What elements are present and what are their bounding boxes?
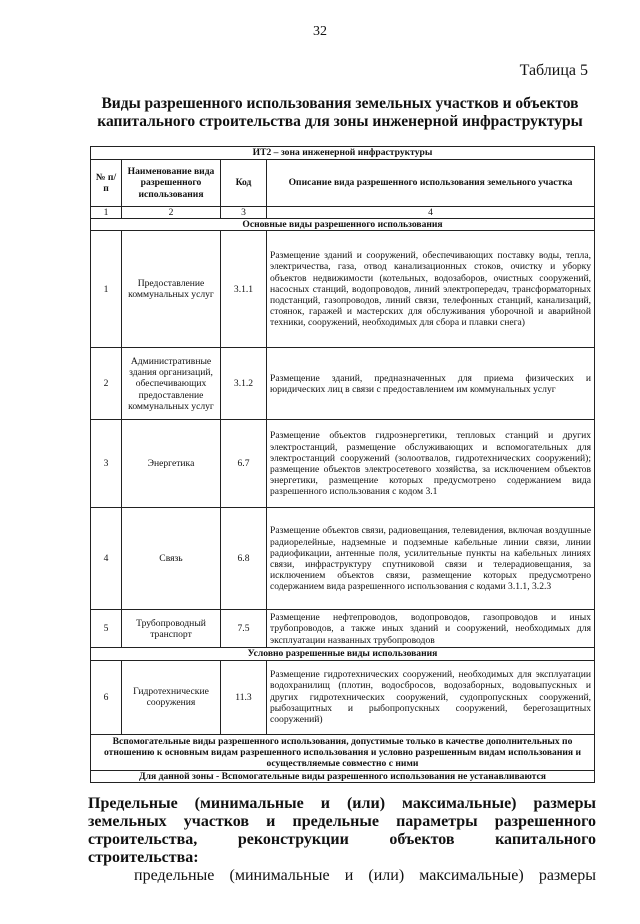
row-description: Размещение нефтепроводов, водопроводов, газопроводов и иных трубопроводов, а также иных зданий и сооружений, необходимых для эксплуатации названных трубопроводов: [267, 610, 595, 648]
header-description: Описание вида разрешенного использования земельного участка: [267, 160, 595, 207]
row-num: 4: [91, 508, 122, 610]
row-code: 3.1.2: [221, 348, 267, 420]
table-label: Таблица 5: [519, 62, 588, 79]
table-row: [91, 348, 595, 420]
row-name: Гидротехнические сооружения: [122, 660, 221, 734]
paragraph-line: строительства, реконструкции объектов капитального строительства:: [88, 831, 596, 866]
column-number: 4: [267, 207, 595, 219]
row-code: 6.7: [221, 420, 267, 508]
row-name: Трубопроводный транспорт: [122, 610, 221, 648]
row-num: 1: [91, 231, 122, 348]
row-name: Предоставление коммунальных услуг: [122, 231, 221, 348]
paragraph-line: Предельные (минимальные и (или) максимальные) размеры: [88, 795, 596, 812]
main-section-title: Основные виды разрешенного использования: [91, 219, 595, 231]
table-row: [91, 231, 595, 348]
row-code: 7.5: [221, 610, 267, 648]
paragraph-line: земельных участков и предельные параметры разрешенного: [88, 813, 596, 830]
page-number: 32: [313, 24, 327, 39]
land-use-table: [90, 146, 595, 783]
row-num: 2: [91, 348, 122, 420]
row-description: Размещение зданий и сооружений, обеспечивающих поставку воды, тепла, электричества, газа, отвод канализационных стоков, очистку и уборку объектов недвижимости (котельных, водозаборов, очистных сооружений, насосных станций, водопроводов, линий электропередач, трансформаторных подстанций, газопроводов, линий связи, телефонных станций, канализаций, стоянок, гаражей и мастерских для обслуживания уборочной и аварийной техники, сооружений, необходимых для сбора и плавки снега): [267, 231, 595, 348]
column-number: 1: [91, 207, 122, 219]
row-num: 3: [91, 420, 122, 508]
row-name: Административные здания организаций, обеспечивающих предоставление коммунальных услуг: [122, 348, 221, 420]
column-number: 3: [221, 207, 267, 219]
row-name: Связь: [122, 508, 221, 610]
auxiliary-section-title: Вспомогательные виды разрешенного использования, допустимые только в качестве дополнительных по отношению к основным видам разрешенного использования и условно разрешенным видам использования и осуществляемые совместно с ними: [91, 734, 595, 771]
row-num: 6: [91, 660, 122, 734]
column-number: 2: [122, 207, 221, 219]
limits-paragraph: [88, 795, 596, 885]
conditional-section-title: Условно разрешенные виды использования: [91, 648, 595, 660]
title-line-1: Виды разрешенного использования земельных участков и объектов: [101, 95, 579, 112]
row-num: 5: [91, 610, 122, 648]
row-description: Размещение гидротехнических сооружений, необходимых для эксплуатации водохранилищ (плотин, водосбросов, водозаборных, водовыпускных и других гидротехнических сооружений, судопропускных сооружений, рыбозащитных и рыбопропускных сооружений, берегозащитных сооружений): [267, 660, 595, 734]
header-num: № п/п: [91, 160, 122, 207]
table-row: [91, 610, 595, 648]
auxiliary-note: Для данной зоны - Вспомогательные виды разрешенного использования не устанавливаются: [91, 771, 595, 783]
table-row: [91, 420, 595, 508]
zone-title: ИТ2 – зона инженерной инфраструктуры: [91, 147, 595, 160]
title-line-2: капитального строительства для зоны инженерной инфраструктуры: [97, 113, 583, 130]
paragraph-line: предельные (минимальные и (или) максимальные) размеры: [134, 867, 596, 884]
header-code: Код: [221, 160, 267, 207]
row-description: Размещение зданий, предназначенных для приема физических и юридических лиц в связи с предоставлением им коммунальных услуг: [267, 348, 595, 420]
document-title: [70, 95, 610, 131]
row-code: 3.1.1: [221, 231, 267, 348]
row-code: 6.8: [221, 508, 267, 610]
row-name: Энергетика: [122, 420, 221, 508]
table-row: [91, 508, 595, 610]
row-description: Размещение объектов гидроэнергетики, тепловых станций и других электростанций, размещение обслуживающих и вспомогательных для электростанций сооружений (золоотвалов, гидротехнических сооружений); размещение объектов электросетевого хозяйства, за исключением объектов энергетики, размещение которых предусмотрено содержанием вида разрешенного использования с кодом 3.1: [267, 420, 595, 508]
row-description: Размещение объектов связи, радиовещания, телевидения, включая воздушные радиорелейные, надземные и подземные кабельные линии связи, линии радиофикации, антенные поля, усилительные пункты на кабельных линиях связи, инфраструктуру спутниковой связи и телерадиовещания, за исключением объектов связи, размещение которых предусмотрено содержанием вида разрешенного использования с кодами 3.1.1, 3.2.3: [267, 508, 595, 610]
row-code: 11.3: [221, 660, 267, 734]
table-row: [91, 660, 595, 734]
header-name: Наименование вида разрешенного использования: [122, 160, 221, 207]
